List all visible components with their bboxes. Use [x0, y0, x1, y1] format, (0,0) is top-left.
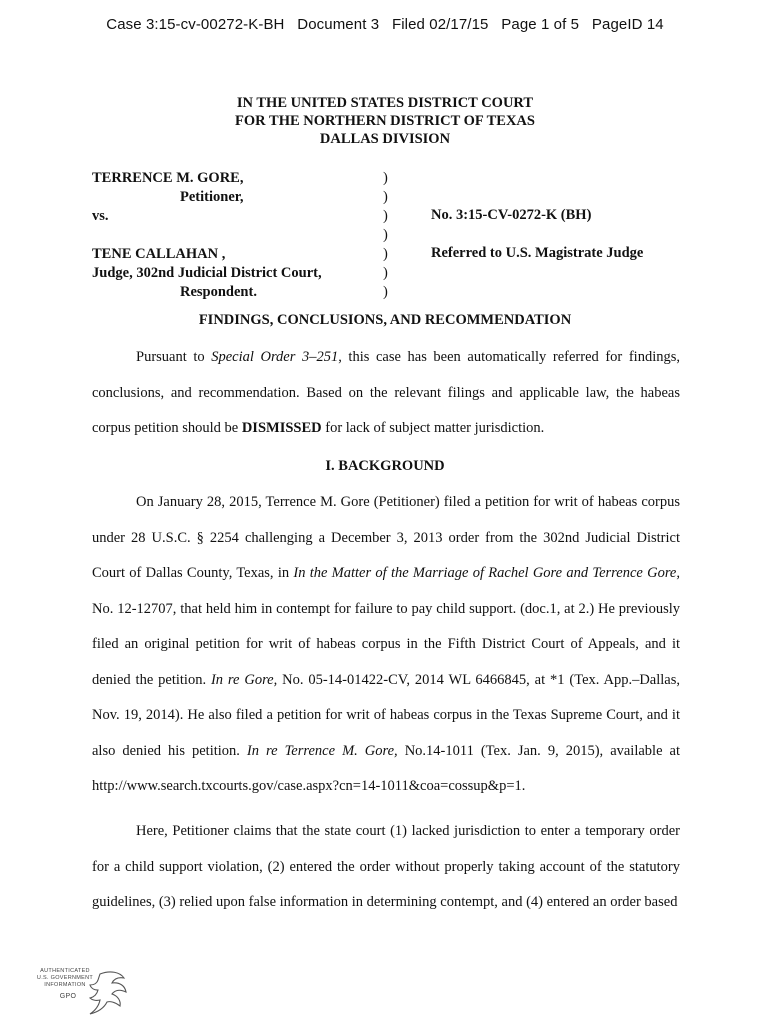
- header-pageid: PageID 14: [591, 16, 664, 33]
- case-citation-in-re-gore: In re Gore,: [210, 671, 278, 688]
- seal-line-3: INFORMATION: [44, 982, 86, 988]
- special-order-citation: Special Order 3–251: [211, 349, 339, 365]
- court-line-3: DALLAS DIVISION: [319, 131, 451, 147]
- case-caption-parties: [92, 169, 322, 302]
- paren-1: ): [383, 170, 388, 186]
- paren-4: ): [383, 227, 388, 243]
- paren-7: ): [383, 284, 388, 300]
- intro-paragraph: Pursuant to Special Order 3–251, this case has been automatically referred for findings, conclusions, and recommendation. Based on the relevant filings and applicable law, the habeas corpus petition should be DISMISSED for lack of subject matter jurisdiction.: [92, 349, 680, 436]
- court-heading: [0, 94, 770, 148]
- respondent-role: Respondent.: [180, 284, 257, 300]
- court-line-2: FOR THE NORTHERN DISTRICT OF TEXAS: [235, 113, 535, 129]
- respondent-title: Judge, 302nd Judicial District Court,: [92, 265, 322, 281]
- background-paragraph-1: On January 28, 2015, Terrence M. Gore (Petitioner) filed a petition for writ of habeas corpus under 28 U.S.C. § 2254 challenging a December 3, 2013 order from the 302nd Judicial District Court of Dallas County, Texas, in In the Matter of the Marriage of Rachel Gore and Terrence Gore, No. 12-12707, that held him in contempt for failure to pay child support. (doc.1, at 2.) He previously filed an original petition for writ of habeas corpus in the Fifth District Court of Appeals, and it denied the petition. In re Gore, No. 05-14-01422-CV, 2014 WL 6466845, at *1 (Tex. App.–Dallas, Nov. 19, 2014). He also filed a petition for writ of habeas corpus in the Texas Supreme Court, and it also denied his petition. In re Terrence M. Gore, No.14-1011 (Tex. Jan. 9, 2015), available at http://www.search.txcourts.gov/case.aspx?cn=14-1011&coa=cossup&p=1.: [92, 494, 681, 794]
- versus: vs.: [92, 208, 109, 224]
- header-document: Document 3: [297, 16, 380, 33]
- case-citation-marriage: In the Matter of the Marriage of Rachel Gore and Terrence Gore,: [293, 565, 680, 581]
- paren-6: ): [383, 265, 388, 281]
- document-title: FINDINGS, CONCLUSIONS, AND RECOMMENDATION: [198, 312, 572, 328]
- header-case-number: Case 3:15-cv-00272-K-BH: [106, 16, 285, 33]
- case-citation-in-re-terrence: In re Terrence M. Gore,: [246, 742, 398, 759]
- background-paragraph-2: Here, Petitioner claims that the state court (1) lacked jurisdiction to enter a temporary order for a child support violation, (2) entered the order without properly taking account of the statutory guidelines, (3) relied upon false information in determining contempt, and (4) entered an order based: [92, 823, 680, 910]
- eagle-icon: [30, 968, 130, 1018]
- petitioner-role: Petitioner,: [180, 189, 244, 205]
- petitioner-name: TERRENCE M. GORE,: [92, 170, 244, 186]
- seal-line-4: GPO: [59, 993, 77, 1000]
- court-line-1: IN THE UNITED STATES DISTRICT COURT: [236, 95, 534, 111]
- dismissed-emphasis: DISMISSED: [241, 420, 322, 436]
- paren-2: ): [383, 189, 388, 205]
- seal-line-1: AUTHENTICATED: [40, 968, 90, 974]
- gpo-authentication-seal: [30, 968, 130, 1018]
- section-heading-background: I. BACKGROUND: [325, 458, 445, 474]
- header-page: Page 1 of 5: [501, 16, 580, 33]
- referral-note: Referred to U.S. Magistrate Judge: [431, 245, 644, 261]
- paren-3: ): [383, 208, 388, 224]
- caption-parentheses: [383, 169, 388, 302]
- seal-line-2: U.S. GOVERNMENT: [36, 975, 94, 981]
- paren-5: ): [383, 246, 388, 262]
- document-header: [0, 16, 770, 33]
- case-number: No. 3:15-CV-0272-K (BH): [431, 207, 592, 223]
- header-filed-date: Filed 02/17/15: [391, 16, 489, 33]
- respondent-name: TENE CALLAHAN ,: [92, 246, 226, 262]
